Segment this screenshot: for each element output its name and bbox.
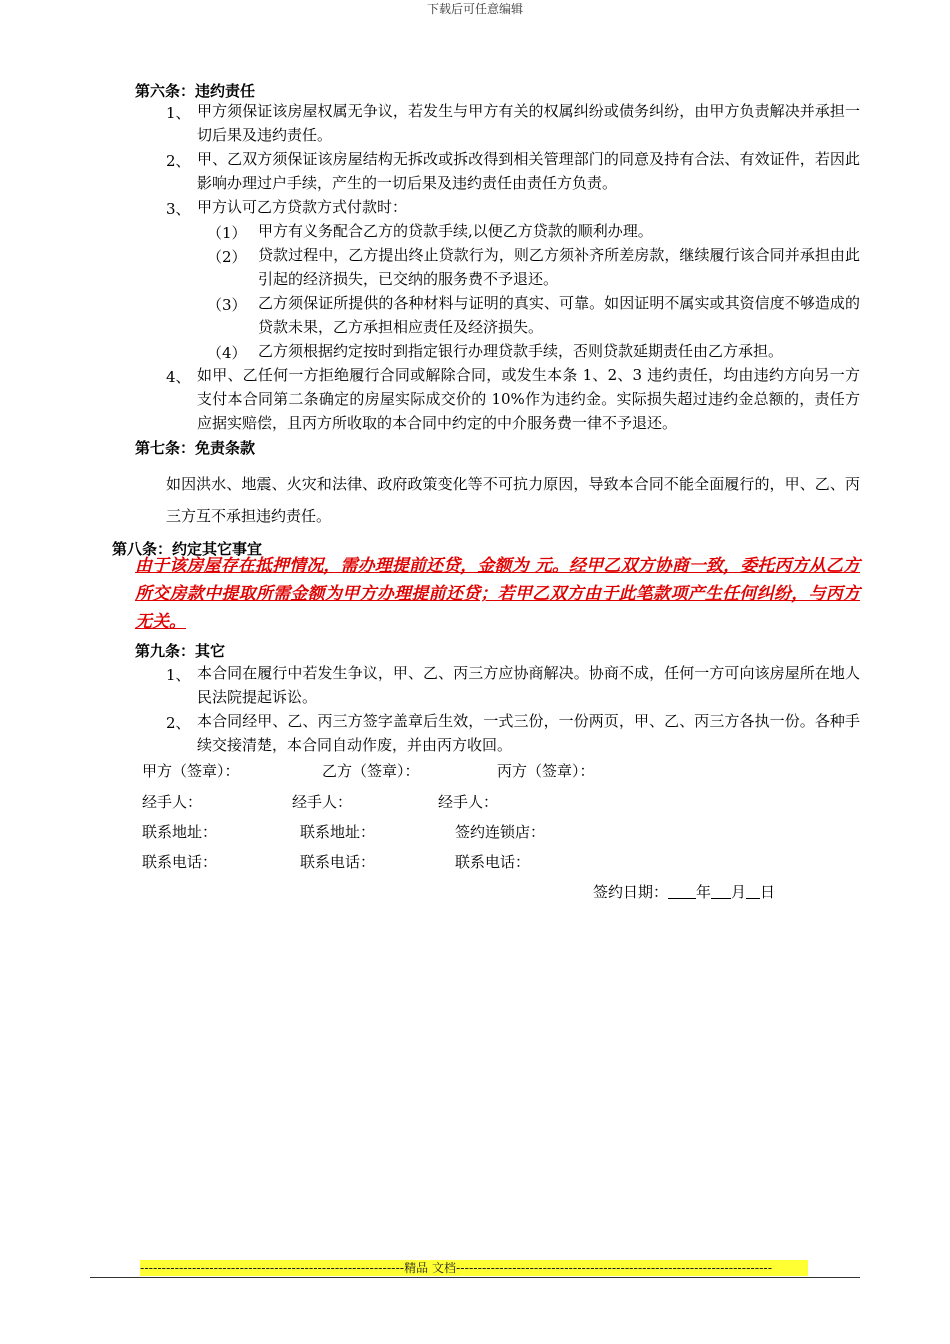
footer-right-dashes: ------------------------------------------------------------------------- — [455, 1261, 773, 1275]
article6-sub2-text: 贷款过程中，乙方提出终止贷款行为，则乙方须补齐所差房款，继续履行该合同并承担由此引起的经济损失，已交纳的服务费不予退还。 — [258, 246, 860, 288]
article8-red-text: 由于该房屋存在抵押情况，需办理提前还贷，金额为 元。经甲乙双方协商一致，委托丙方从乙方所交房款中提取所需金额为甲方办理提前还贷；若甲乙双方由于此笔款项产生任何纠纷，与丙方无关。 — [135, 556, 860, 632]
day-blank — [746, 898, 760, 899]
day-label: 日 — [760, 883, 776, 901]
month-label: 月 — [731, 883, 747, 901]
article6-item2-text: 甲、乙双方须保证该房屋结构无拆改或拆改得到相关管理部门的同意及持有合法、有效证件，若因此影响办理过户手续，产生的一切后果及违约责任由责任方负责。 — [197, 150, 860, 192]
article6-sub1-text: 甲方有义务配合乙方的贷款手续,以便乙方贷款的顺利办理。 — [258, 222, 653, 240]
footer-left-dashes: ------------------------------------------------------------- — [140, 1261, 405, 1275]
month-blank — [711, 898, 731, 899]
sig-party-c: 丙方（签章）： — [497, 762, 595, 780]
article6-sub2-num: （2） — [207, 248, 247, 266]
article9-item1-num: 1、 — [166, 666, 191, 684]
article6-item1-text: 甲方须保证该房屋权属无争议，若发生与甲方有关的权属纠纷或债务纠纷，由甲方负责解决并承担一切后果及违约责任。 — [197, 102, 860, 144]
article6-sub1-num: （1） — [207, 224, 247, 242]
article6-item4-text: 如甲、乙任何一方拒绝履行合同或解除合同，或发生本条 1、2、3 违约责任，均由违约方向另一方支付本合同第二条确定的房屋实际成交价的 10%作为违约金。实际损失超过违约金总额的，责任方应据实赔偿，且丙方所收取的本合同中约定的中介服务费一律不予退还。 — [197, 366, 860, 432]
agent-b: 经手人： — [292, 793, 353, 811]
article6-sub3-num: （3） — [207, 296, 247, 314]
article6-sub4-text: 乙方须根据约定按时到指定银行办理贷款手续，否则贷款延期责任由乙方承担。 — [258, 342, 784, 360]
date-label: 签约日期： — [593, 883, 669, 901]
addr-b: 联系地址： — [300, 823, 376, 841]
article7-text: 如因洪水、地震、火灾和法律、政府政策变化等不可抗力原因，导致本合同不能全面履行的，甲、乙、丙三方互不承担违约责任。 — [166, 475, 860, 525]
phone-a: 联系电话： — [142, 853, 218, 871]
article6-item3-text: 甲方认可乙方贷款方式付款时： — [197, 198, 408, 216]
agent-a: 经手人： — [142, 793, 203, 811]
sign-date — [593, 881, 775, 902]
article8-title: 第八条：约定其它事宜 — [112, 540, 263, 558]
footer-rule — [90, 1277, 860, 1278]
addr-a: 联系地址： — [142, 823, 218, 841]
article6-item3-num: 3、 — [166, 200, 191, 218]
article6-item2-num: 2、 — [166, 152, 191, 170]
article9-item2-num: 2、 — [166, 714, 191, 732]
sig-party-b: 乙方（签章）： — [322, 762, 420, 780]
footer-text: 精品 文档 — [404, 1261, 456, 1275]
article6-sub4-num: （4） — [207, 344, 247, 362]
phone-c: 联系电话： — [455, 853, 531, 871]
article6-title: 第六条：违约责任 — [135, 82, 256, 100]
footer-band — [140, 1260, 808, 1276]
sig-party-a: 甲方（签章）： — [142, 762, 240, 780]
article6-item4-num: 4、 — [166, 368, 191, 386]
article9-item1-text: 本合同在履行中若发生争议，甲、乙、丙三方应协商解决。协商不成，任何一方可向该房屋所在地人民法院提起诉讼。 — [197, 664, 860, 706]
article9-item2-text: 本合同经甲、乙、丙三方签字盖章后生效，一式三份，一份两页，甲、乙、丙三方各执一份。各种手续交接清楚，本合同自动作废，并由丙方收回。 — [197, 712, 860, 754]
article9-title: 第九条：其它 — [135, 642, 226, 660]
phone-b: 联系电话： — [300, 853, 376, 871]
article6-sub3-text: 乙方须保证所提供的各种材料与证明的真实、可靠。如因证明不属实或其资信度不够造成的贷款未果，乙方承担相应责任及经济损失。 — [258, 294, 860, 336]
article7-title: 第七条：免责条款 — [135, 439, 256, 457]
year-label: 年 — [696, 883, 712, 901]
store-c: 签约连锁店： — [455, 823, 546, 841]
header-note: 下载后可任意编辑 — [426, 2, 523, 16]
agent-c: 经手人： — [438, 793, 499, 811]
article6-item1-num: 1、 — [166, 104, 191, 122]
year-blank — [668, 898, 696, 899]
